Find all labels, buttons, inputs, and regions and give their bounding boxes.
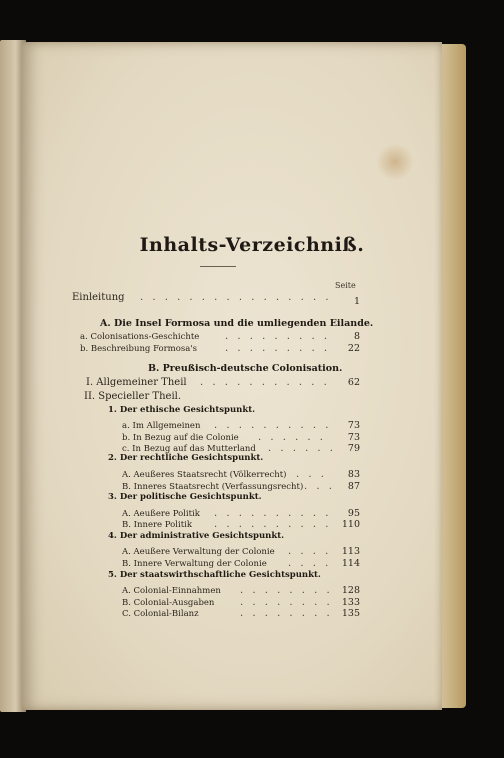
leader-dots: . . . . . . . . [240, 597, 333, 608]
toc-entry [122, 469, 286, 481]
toc-entry-label: B. Inneres Staatsrecht (Verfassungsrecht) [122, 482, 304, 492]
book-page [22, 42, 442, 710]
leader-dots: . . . . [288, 546, 332, 557]
toc-entry-label: C. Colonial-Bilanz [122, 609, 199, 619]
toc-entry-label: b. In Bezug auf die Colonie [122, 433, 239, 443]
toc-entry [122, 519, 192, 531]
toc-entry [80, 343, 197, 355]
leader-dots: . . . . . . . . . . [214, 420, 332, 431]
leader-dots: . . . . . . . . . . [214, 519, 332, 530]
toc-page-number: 95 [347, 508, 360, 519]
page-title: Inhalts-Verzeichniß. [139, 234, 365, 256]
toc-entry [72, 292, 125, 304]
subsection-heading: 3. Der politische Gesichtspunkt. [108, 492, 262, 502]
section-heading-b: B. Preußisch-deutsche Colonisation. [148, 363, 343, 374]
leader-dots: . . . . . . . . . [225, 331, 331, 342]
leader-dots: . . . . . . . . . . [214, 508, 332, 519]
toc-entry-label: A. Aeußeres Staatsrecht (Völkerrecht) [122, 470, 287, 480]
toc-entry-label: I. Allgemeiner Theil [86, 377, 187, 388]
leader-dots: . . . . . . . . . . . . . . . . [140, 292, 332, 303]
toc-entry [122, 558, 267, 570]
leader-dots: . . . . [288, 558, 332, 569]
toc-page-number: 110 [341, 519, 360, 530]
paper-stain [377, 142, 413, 182]
toc-entry-label: Einleitung [72, 292, 125, 303]
title-ornament [200, 266, 236, 273]
toc-entry [86, 377, 187, 389]
toc-page-number: 87 [347, 481, 360, 492]
subsection-heading: 5. Der staatswirthschaftliche Gesichtspunkt. [108, 570, 321, 580]
toc-entry-label: a. Colonisations-Geschichte [80, 332, 200, 342]
leader-dots: . . . . . . . . . . . [200, 377, 330, 388]
subsection-heading: 1. Der ethische Gesichtspunkt. [108, 405, 256, 415]
toc-page-number: 73 [347, 420, 360, 431]
toc-entry-label: A. Colonial-Einnahmen [122, 586, 221, 596]
page-column-header: Seite [335, 281, 356, 290]
section-heading-a: A. Die Insel Formosa und die umliegenden Eilande. [100, 318, 374, 329]
leader-dots: . . . [304, 481, 335, 492]
toc-entry [80, 331, 199, 343]
toc-entry [122, 546, 275, 558]
leader-dots: . . . . . . [258, 432, 326, 443]
toc-entry [122, 585, 221, 597]
toc-entry [122, 608, 199, 620]
leader-dots: . . . [296, 469, 327, 480]
toc-page-number: 114 [341, 558, 360, 569]
toc-page-number: 79 [347, 443, 360, 454]
toc-page-number: 113 [341, 546, 360, 557]
toc-page-number: 128 [341, 585, 360, 596]
toc-entry-label: a. Im Allgemeinen [122, 421, 201, 431]
subsection-heading: 2. Der rechtliche Gesichtspunkt. [108, 453, 264, 463]
toc-page-number: 1 [353, 296, 360, 307]
toc-page-number: 83 [347, 469, 360, 480]
leader-dots: . . . . . . . . [240, 585, 333, 596]
toc-entry-label: B. Innere Verwaltung der Colonie [122, 559, 267, 569]
toc-entry [122, 420, 200, 432]
leader-dots: . . . . . . [268, 443, 336, 454]
toc-entry-label: c. In Bezug auf das Mutterland [122, 444, 256, 454]
toc-page-number: 135 [341, 608, 360, 619]
toc-entry-label: A. Aeußere Verwaltung der Colonie [122, 547, 275, 557]
toc-entry-label: b. Beschreibung Formosa's [80, 344, 197, 354]
toc-page-number: 8 [353, 331, 360, 342]
toc-page-number: 22 [347, 343, 360, 354]
toc-heading-special: II. Specieller Theil. [84, 391, 182, 402]
toc-page-number: 62 [347, 377, 360, 388]
subsection-heading: 4. Der administrative Gesichtspunkt. [108, 531, 285, 541]
toc-page-number: 133 [341, 597, 360, 608]
toc-entry-label: B. Innere Politik [122, 520, 192, 530]
toc-entry-label: B. Colonial-Ausgaben [122, 598, 215, 608]
toc-entry-label: A. Aeußere Politik [122, 509, 200, 519]
leader-dots: . . . . . . . . [240, 608, 333, 619]
leader-dots: . . . . . . . . . [225, 343, 331, 354]
toc-page-number: 73 [347, 432, 360, 443]
